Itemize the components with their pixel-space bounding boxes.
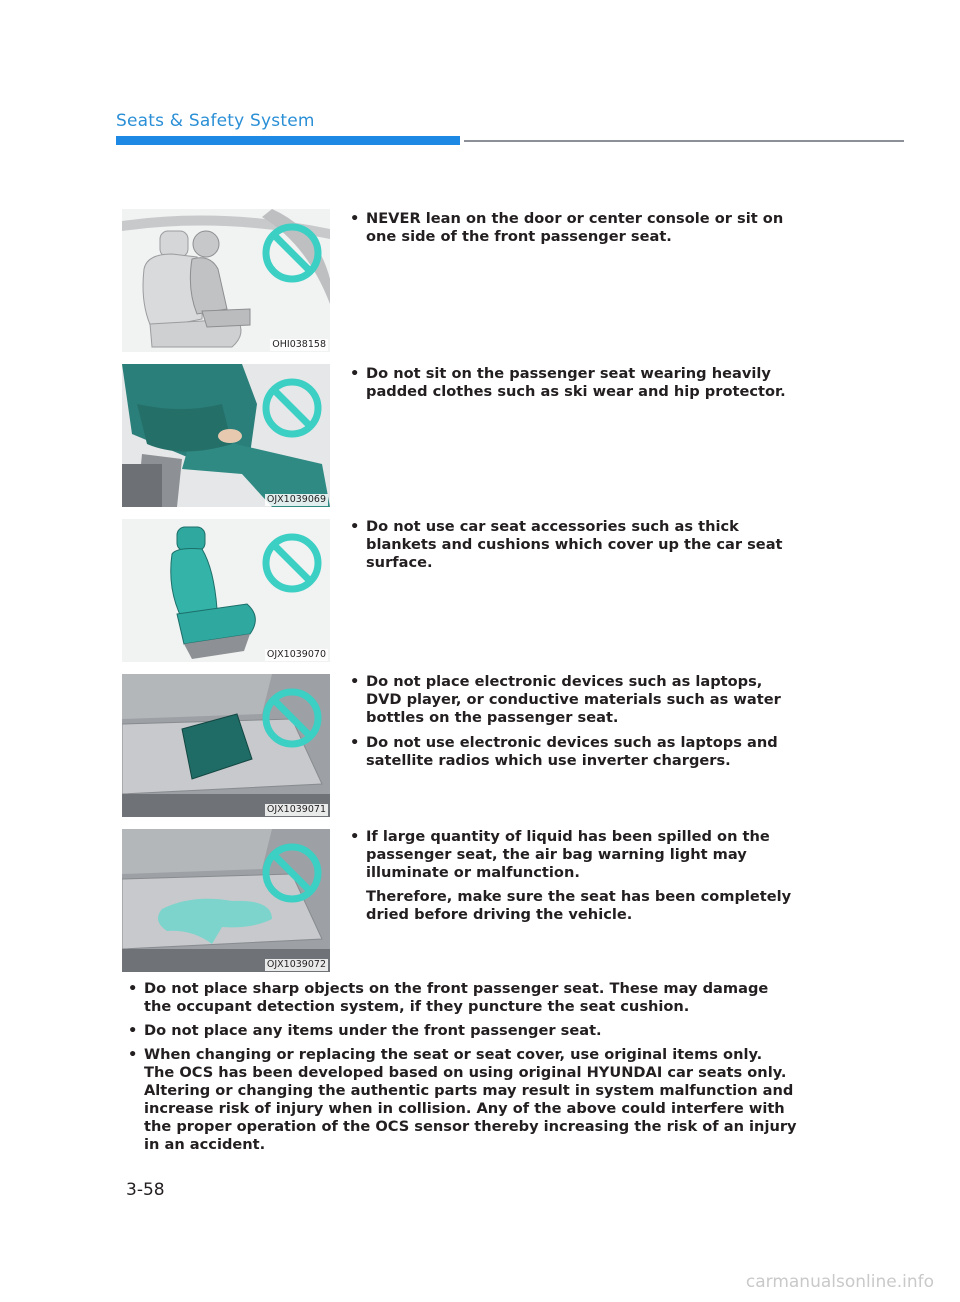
figure-liquid-spill (122, 829, 330, 972)
header-rule (464, 140, 904, 142)
warning-text: If large quantity of liquid has been spilled on the passenger seat, the air bag warning light may illuminate or malfunction. (366, 828, 770, 881)
warning-list-4 (350, 673, 800, 777)
warning-note: Therefore, make sure the seat has been completely dried before driving the vehicle. (366, 888, 792, 923)
warning-item: • Do not place electronic devices such as laptops, DVD player, or conductive materials such as water bottles on the passenger seat. (350, 673, 800, 727)
figure-code: OJX1039071 (266, 804, 326, 815)
warning-item: • Do not use car seat accessories such as thick blankets and cushions which cover up the car seat surface. (350, 518, 800, 572)
warning-item: • NEVER lean on the door or center console or sit on one side of the front passenger seat. (350, 210, 800, 246)
figure-code: OJX1039072 (266, 959, 326, 970)
figure-electronic-device (122, 674, 330, 817)
figure-code: OHI038158 (272, 339, 326, 350)
figure-code: OJX1039069 (266, 494, 326, 505)
section-title: Seats & Safety System (116, 111, 315, 131)
warning-item (350, 828, 800, 924)
figure-leaning-passenger (122, 209, 330, 352)
warning-list-wide (128, 980, 800, 1160)
prohibition-icon (122, 674, 330, 817)
watermark: carmanualsonline.info (745, 1272, 934, 1292)
figure-seat-cover (122, 519, 330, 662)
header-rule-accent (116, 136, 460, 145)
warning-list-2 (350, 365, 800, 408)
page-number: 3-58 (126, 1180, 165, 1200)
prohibition-icon (122, 829, 330, 972)
figure-padded-clothes (122, 364, 330, 507)
warning-list-3 (350, 518, 800, 579)
warning-item: • Do not use electronic devices such as laptops and satellite radios which use inverter chargers. (350, 734, 800, 770)
warning-item: • Do not sit on the passenger seat wearing heavily padded clothes such as ski wear and hip protector. (350, 365, 800, 401)
warning-item: • Do not place sharp objects on the front passenger seat. These may damage the occupant detection system, if they puncture the seat cushion. (128, 980, 800, 1016)
warning-detail: The OCS has been developed based on using original HYUNDAI car seats only. Altering or changing the authentic parts may result in system malfunction and increase risk of injury when in collision. Any of the above could interfere with the proper operation of the OCS sensor thereby increasing the risk of an injury in an accident. (144, 1064, 797, 1153)
figure-code: OJX1039070 (266, 649, 326, 660)
prohibition-icon (122, 364, 330, 507)
prohibition-icon (122, 209, 330, 352)
warning-list-5 (350, 828, 800, 931)
prohibition-icon (122, 519, 330, 662)
warning-item: • Do not place any items under the front passenger seat. (128, 1022, 800, 1040)
warning-item (128, 1046, 800, 1154)
warning-list-1 (350, 210, 800, 253)
warning-text: When changing or replacing the seat or seat cover, use original items only. (144, 1046, 763, 1063)
